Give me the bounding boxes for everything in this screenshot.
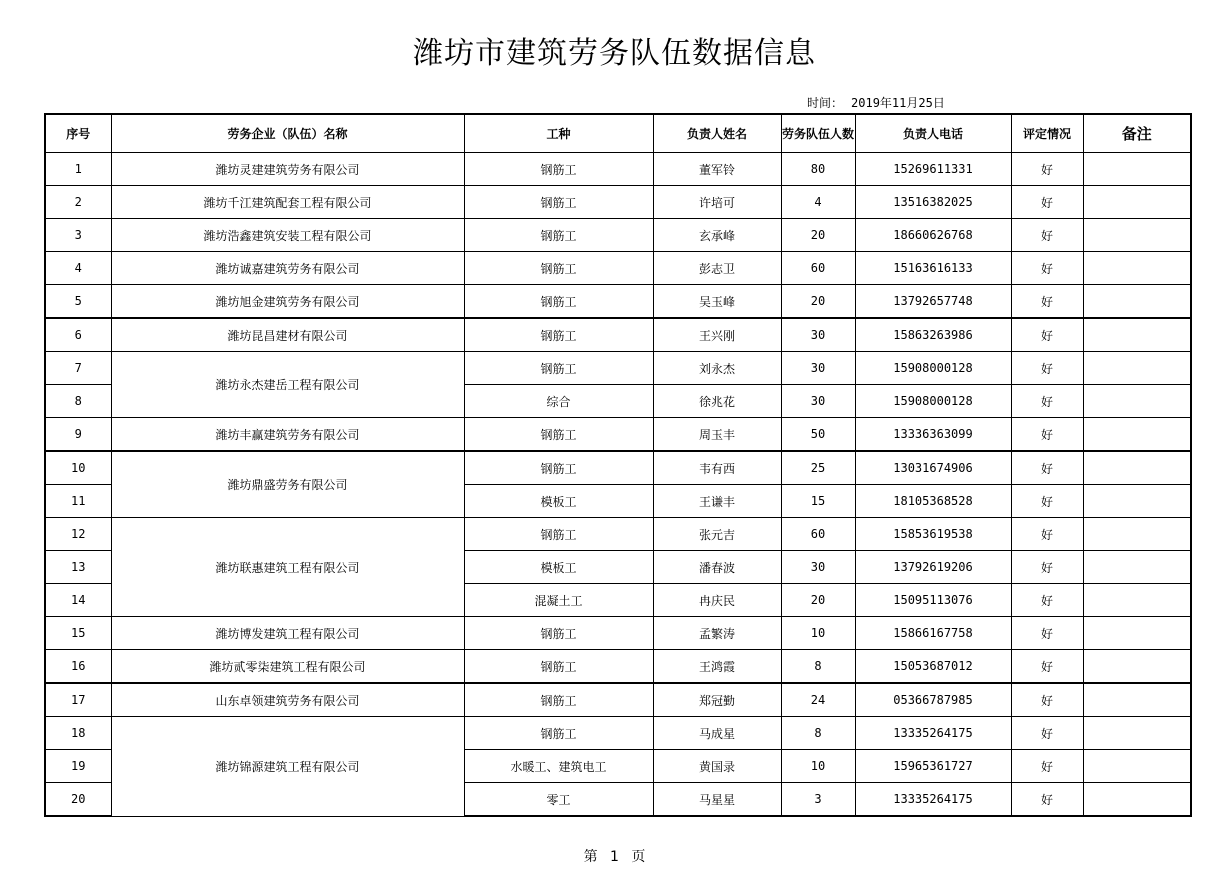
time-value: 2019年11月25日 xyxy=(851,96,945,110)
rating: 好 xyxy=(1011,252,1083,285)
rating: 好 xyxy=(1011,485,1083,518)
remark xyxy=(1083,318,1191,352)
team-count: 60 xyxy=(781,518,855,551)
team-count: 30 xyxy=(781,385,855,418)
company-name: 潍坊浩鑫建筑安装工程有限公司 xyxy=(111,219,464,252)
leader-phone: 13335264175 xyxy=(855,717,1011,750)
row-index: 8 xyxy=(45,385,111,418)
row-index: 16 xyxy=(45,650,111,684)
trade-type: 钢筋工 xyxy=(464,418,653,452)
remark xyxy=(1083,153,1191,186)
leader-name: 王兴刚 xyxy=(653,318,781,352)
trade-type: 综合 xyxy=(464,385,653,418)
table-row xyxy=(45,318,1191,352)
remark xyxy=(1083,252,1191,285)
trade-type: 水暖工、建筑电工 xyxy=(464,750,653,783)
leader-name: 周玉丰 xyxy=(653,418,781,452)
row-index: 5 xyxy=(45,285,111,319)
team-count: 20 xyxy=(781,219,855,252)
trade-type: 钢筋工 xyxy=(464,285,653,319)
row-index: 1 xyxy=(45,153,111,186)
table-row xyxy=(45,683,1191,717)
trade-type: 钢筋工 xyxy=(464,717,653,750)
row-index: 7 xyxy=(45,352,111,385)
leader-phone: 13792657748 xyxy=(855,285,1011,319)
trade-type: 钢筋工 xyxy=(464,451,653,485)
remark xyxy=(1083,485,1191,518)
leader-phone: 05366787985 xyxy=(855,683,1011,717)
team-count: 30 xyxy=(781,318,855,352)
leader-name: 王鸿霞 xyxy=(653,650,781,684)
remark xyxy=(1083,683,1191,717)
leader-phone: 15853619538 xyxy=(855,518,1011,551)
team-count: 24 xyxy=(781,683,855,717)
leader-phone: 15163616133 xyxy=(855,252,1011,285)
company-name: 潍坊千江建筑配套工程有限公司 xyxy=(111,186,464,219)
leader-phone: 15053687012 xyxy=(855,650,1011,684)
leader-name: 董军铃 xyxy=(653,153,781,186)
team-count: 4 xyxy=(781,186,855,219)
rating: 好 xyxy=(1011,385,1083,418)
remark xyxy=(1083,518,1191,551)
rating: 好 xyxy=(1011,285,1083,319)
row-index: 17 xyxy=(45,683,111,717)
company-name: 山东卓领建筑劳务有限公司 xyxy=(111,683,464,717)
leader-name: 许培可 xyxy=(653,186,781,219)
table-row xyxy=(45,252,1191,285)
trade-type: 钢筋工 xyxy=(464,153,653,186)
remark xyxy=(1083,186,1191,219)
table-row xyxy=(45,717,1191,750)
rating: 好 xyxy=(1011,451,1083,485)
company-name: 潍坊昆昌建材有限公司 xyxy=(111,318,464,352)
company-name: 潍坊博发建筑工程有限公司 xyxy=(111,617,464,650)
leader-phone: 18660626768 xyxy=(855,219,1011,252)
row-index: 19 xyxy=(45,750,111,783)
row-index: 13 xyxy=(45,551,111,584)
leader-phone: 15095113076 xyxy=(855,584,1011,617)
company-name: 潍坊永杰建岳工程有限公司 xyxy=(111,352,464,418)
team-count: 50 xyxy=(781,418,855,452)
header-trade: 工种 xyxy=(464,114,653,153)
team-count: 25 xyxy=(781,451,855,485)
table-row xyxy=(45,285,1191,319)
rating: 好 xyxy=(1011,617,1083,650)
leader-name: 潘春波 xyxy=(653,551,781,584)
row-index: 4 xyxy=(45,252,111,285)
leader-phone: 15908000128 xyxy=(855,352,1011,385)
row-index: 12 xyxy=(45,518,111,551)
table-row xyxy=(45,617,1191,650)
row-index: 6 xyxy=(45,318,111,352)
header-count: 劳务队伍人数 xyxy=(781,114,855,153)
page-number: 1 xyxy=(610,849,619,865)
remark xyxy=(1083,783,1191,817)
remark xyxy=(1083,584,1191,617)
team-count: 60 xyxy=(781,252,855,285)
leader-name: 吴玉峰 xyxy=(653,285,781,319)
team-count: 10 xyxy=(781,750,855,783)
team-count: 3 xyxy=(781,783,855,817)
leader-phone: 13335264175 xyxy=(855,783,1011,817)
company-name: 潍坊锦源建筑工程有限公司 xyxy=(111,717,464,817)
rating: 好 xyxy=(1011,153,1083,186)
leader-phone: 15269611331 xyxy=(855,153,1011,186)
row-index: 18 xyxy=(45,717,111,750)
team-count: 80 xyxy=(781,153,855,186)
table-row xyxy=(45,352,1191,385)
header-leader: 负责人姓名 xyxy=(653,114,781,153)
leader-name: 刘永杰 xyxy=(653,352,781,385)
leader-phone: 15866167758 xyxy=(855,617,1011,650)
leader-name: 韦有西 xyxy=(653,451,781,485)
remark xyxy=(1083,352,1191,385)
leader-name: 孟繁涛 xyxy=(653,617,781,650)
trade-type: 混凝土工 xyxy=(464,584,653,617)
table-row xyxy=(45,518,1191,551)
company-name: 潍坊旭金建筑劳务有限公司 xyxy=(111,285,464,319)
header-row xyxy=(45,114,1191,153)
team-count: 15 xyxy=(781,485,855,518)
leader-phone: 13031674906 xyxy=(855,451,1011,485)
team-count: 20 xyxy=(781,584,855,617)
time-label: 时间： xyxy=(807,96,844,110)
remark xyxy=(1083,551,1191,584)
row-index: 20 xyxy=(45,783,111,817)
remark xyxy=(1083,418,1191,452)
row-index: 14 xyxy=(45,584,111,617)
team-count: 10 xyxy=(781,617,855,650)
leader-phone: 15863263986 xyxy=(855,318,1011,352)
leader-phone: 13516382025 xyxy=(855,186,1011,219)
rating: 好 xyxy=(1011,186,1083,219)
remark xyxy=(1083,717,1191,750)
leader-phone: 15965361727 xyxy=(855,750,1011,783)
company-name: 潍坊灵建建筑劳务有限公司 xyxy=(111,153,464,186)
rating: 好 xyxy=(1011,418,1083,452)
trade-type: 钢筋工 xyxy=(464,518,653,551)
leader-name: 玄承峰 xyxy=(653,219,781,252)
table-row xyxy=(45,650,1191,684)
trade-type: 零工 xyxy=(464,783,653,817)
leader-name: 郑冠勤 xyxy=(653,683,781,717)
team-count: 30 xyxy=(781,551,855,584)
row-index: 15 xyxy=(45,617,111,650)
row-index: 3 xyxy=(45,219,111,252)
table-row xyxy=(45,219,1191,252)
rating: 好 xyxy=(1011,518,1083,551)
team-count: 20 xyxy=(781,285,855,319)
date-line xyxy=(807,94,953,111)
rating: 好 xyxy=(1011,352,1083,385)
trade-type: 钢筋工 xyxy=(464,318,653,352)
header-phone: 负责人电话 xyxy=(855,114,1011,153)
footer-prefix: 第 xyxy=(583,849,598,865)
trade-type: 钢筋工 xyxy=(464,219,653,252)
leader-name: 张元吉 xyxy=(653,518,781,551)
row-index: 11 xyxy=(45,485,111,518)
remark xyxy=(1083,617,1191,650)
team-count: 8 xyxy=(781,650,855,684)
labor-team-table xyxy=(44,113,1192,817)
header-remark: 备注 xyxy=(1083,114,1191,153)
remark xyxy=(1083,750,1191,783)
company-name: 潍坊丰赢建筑劳务有限公司 xyxy=(111,418,464,452)
rating: 好 xyxy=(1011,650,1083,684)
leader-name: 徐兆花 xyxy=(653,385,781,418)
trade-type: 钢筋工 xyxy=(464,352,653,385)
leader-name: 黄国录 xyxy=(653,750,781,783)
trade-type: 钢筋工 xyxy=(464,186,653,219)
table-row xyxy=(45,451,1191,485)
leader-phone: 13792619206 xyxy=(855,551,1011,584)
leader-name: 王谦丰 xyxy=(653,485,781,518)
header-index: 序号 xyxy=(45,114,111,153)
table-row xyxy=(45,186,1191,219)
page-footer xyxy=(0,846,1229,866)
rating: 好 xyxy=(1011,750,1083,783)
team-count: 8 xyxy=(781,717,855,750)
header-rating: 评定情况 xyxy=(1011,114,1083,153)
leader-phone: 18105368528 xyxy=(855,485,1011,518)
rating: 好 xyxy=(1011,717,1083,750)
leader-name: 冉庆民 xyxy=(653,584,781,617)
leader-phone: 15908000128 xyxy=(855,385,1011,418)
row-index: 2 xyxy=(45,186,111,219)
trade-type: 钢筋工 xyxy=(464,683,653,717)
trade-type: 模板工 xyxy=(464,551,653,584)
row-index: 9 xyxy=(45,418,111,452)
rating: 好 xyxy=(1011,318,1083,352)
page-title: 潍坊市建筑劳务队伍数据信息 xyxy=(413,36,816,71)
table-row xyxy=(45,153,1191,186)
rating: 好 xyxy=(1011,219,1083,252)
header-company: 劳务企业（队伍）名称 xyxy=(111,114,464,153)
company-name: 潍坊鼎盛劳务有限公司 xyxy=(111,451,464,518)
remark xyxy=(1083,285,1191,319)
table-body xyxy=(45,153,1191,817)
company-name: 潍坊诚嘉建筑劳务有限公司 xyxy=(111,252,464,285)
rating: 好 xyxy=(1011,584,1083,617)
team-count: 30 xyxy=(781,352,855,385)
leader-phone: 13336363099 xyxy=(855,418,1011,452)
rating: 好 xyxy=(1011,783,1083,817)
trade-type: 钢筋工 xyxy=(464,252,653,285)
company-name: 潍坊贰零柒建筑工程有限公司 xyxy=(111,650,464,684)
remark xyxy=(1083,219,1191,252)
row-index: 10 xyxy=(45,451,111,485)
remark xyxy=(1083,385,1191,418)
leader-name: 彭志卫 xyxy=(653,252,781,285)
table-row xyxy=(45,418,1191,452)
rating: 好 xyxy=(1011,683,1083,717)
trade-type: 钢筋工 xyxy=(464,650,653,684)
leader-name: 马星星 xyxy=(653,783,781,817)
trade-type: 钢筋工 xyxy=(464,617,653,650)
footer-suffix: 页 xyxy=(631,849,646,865)
trade-type: 模板工 xyxy=(464,485,653,518)
company-name: 潍坊联惠建筑工程有限公司 xyxy=(111,518,464,617)
rating: 好 xyxy=(1011,551,1083,584)
leader-name: 马成星 xyxy=(653,717,781,750)
remark xyxy=(1083,451,1191,485)
remark xyxy=(1083,650,1191,684)
